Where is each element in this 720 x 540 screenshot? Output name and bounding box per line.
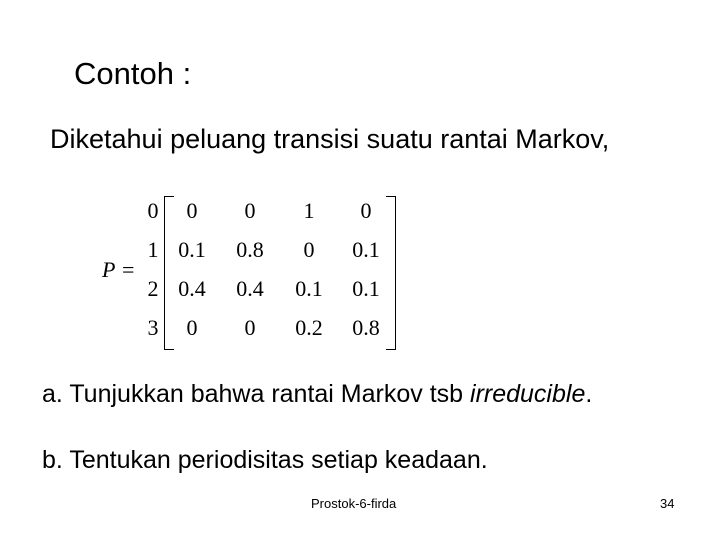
- transition-matrix: [100, 190, 420, 355]
- matrix-cell: 0: [303, 237, 315, 262]
- question-a-prefix: a. Tunjukkan bahwa rantai Markov tsb: [42, 380, 471, 408]
- row-index-3: 3: [147, 315, 159, 340]
- matrix-cell: 0.4: [236, 276, 264, 301]
- page-number: 34: [660, 496, 675, 511]
- row-index-1: 1: [147, 237, 159, 262]
- matrix-cell: 0.4: [178, 276, 206, 301]
- question-a-suffix: .: [585, 380, 593, 408]
- question-a-italic: irreducible: [470, 380, 586, 408]
- row-index-0: 0: [147, 198, 159, 223]
- matrix-cell: 0.1: [178, 237, 206, 262]
- matrix-cell: 0: [186, 198, 198, 223]
- footer-text: Prostok-6-firda: [311, 496, 397, 511]
- matrix-cell: 0: [360, 198, 372, 223]
- matrix-cell: 0.1: [352, 276, 380, 301]
- matrix-cell: 0.1: [295, 276, 323, 301]
- matrix-equals: =: [122, 257, 135, 282]
- intro-text: Diketahui peluang transisi suatu rantai Markov,: [50, 124, 610, 154]
- slide-title: Contoh :: [74, 56, 192, 91]
- matrix-cell: 0.8: [352, 315, 380, 340]
- matrix-cell: 1: [303, 198, 315, 223]
- row-index-2: 2: [147, 276, 159, 301]
- matrix-cell: 0.2: [295, 315, 323, 340]
- matrix-cell: 0: [244, 198, 256, 223]
- matrix-label: P: [102, 257, 116, 282]
- matrix-cell: 0.8: [236, 237, 264, 262]
- matrix-cell: 0: [244, 315, 256, 340]
- matrix-cell: 0: [186, 315, 198, 340]
- question-b: b. Tentukan periodisitas setiap keadaan.: [42, 446, 488, 474]
- question-a: [42, 380, 592, 409]
- matrix-cell: 0.1: [352, 237, 380, 262]
